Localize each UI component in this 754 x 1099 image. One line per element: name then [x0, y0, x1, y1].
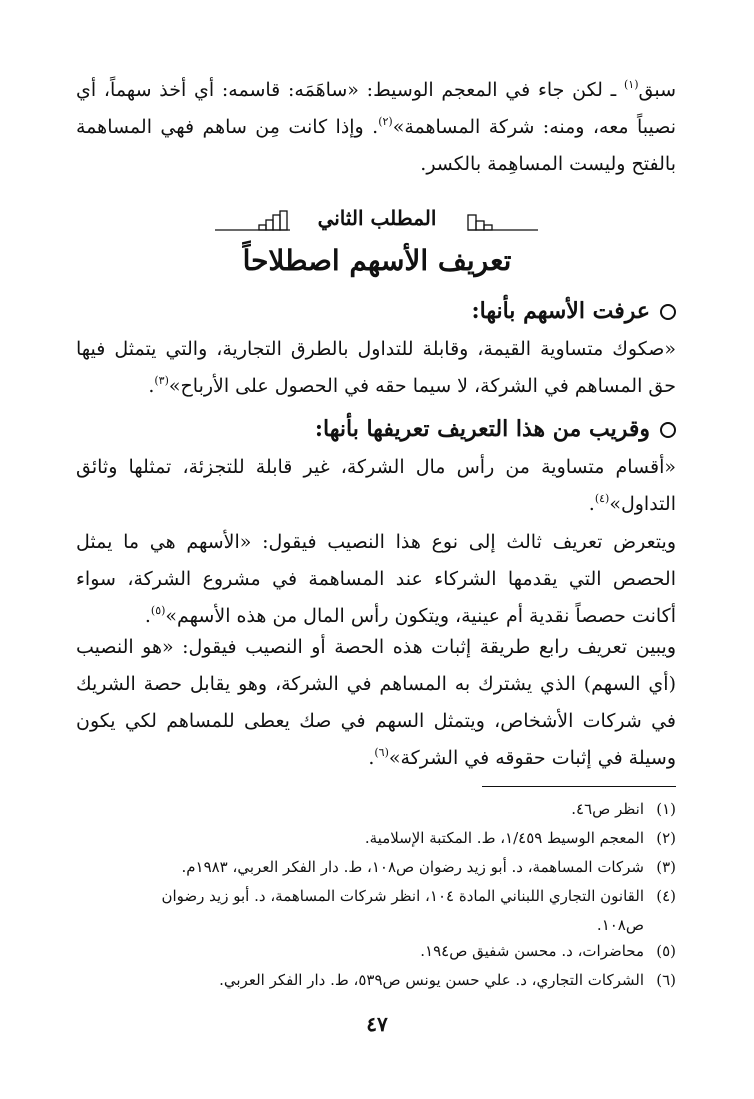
intro-text: نصيباً معه، ومنه: شركة المساهمة» [392, 116, 676, 138]
footnote-text: شركات المساهمة، د. أبو زيد رضوان ص١٠٨، ط. دار الفكر العربي، ١٩٨٣م. [181, 858, 644, 876]
footnote-ref: (٢) [378, 115, 393, 128]
definition-paragraph [76, 449, 676, 523]
definition-heading [76, 412, 676, 446]
footnote-number: (٤) [656, 887, 676, 905]
intro-text: سبق [638, 79, 676, 101]
footnote-item [76, 937, 676, 966]
footnote-ref: (٣) [154, 374, 169, 387]
intro-text: بالفتح وليست المساهِمة بالكسر. [420, 153, 676, 175]
footnote-item [76, 824, 676, 853]
definition-paragraph [76, 524, 676, 635]
section-subtitle: المطلب الثاني [317, 206, 437, 230]
footnote-ref: (٥) [150, 604, 166, 617]
footnote-item [76, 853, 676, 882]
definition-text: . [148, 375, 155, 397]
footnote-number: (٥) [656, 942, 676, 960]
footnote-text: ص١٠٨. [596, 916, 644, 934]
footnote-text: المعجم الوسيط ١/٤٥٩، ط. المكتبة الإسلامية. [364, 829, 644, 847]
footnote-number: (٣) [656, 858, 676, 876]
circle-bullet-icon [660, 304, 676, 320]
circle-bullet-icon [660, 422, 676, 438]
definition-text: ويبين تعريف رابع طريقة إثبات هذه الحصة أو النصيب فيقول: «هو النصيب (أي السهم) الذي يشترك به المساهم في الشركة، وهو يقابل حصة الشريك في شركات الأشخاص، ويتمثل السهم في صك يعطى للمساهم لكي يكون وسيلة في إثبات حقوقه في الشركة» [76, 636, 676, 769]
intro-paragraph [76, 72, 676, 183]
heading-text: عرفت الأسهم بأنها: [471, 298, 650, 324]
footnote-text: انظر ص٤٦. [571, 800, 644, 818]
definition-heading [76, 294, 676, 328]
footnote-text: القانون التجاري اللبناني المادة ١٠٤، انظر شركات المساهمة، د. أبو زيد رضوان [161, 887, 644, 905]
footnote-number: (٦) [656, 971, 676, 989]
footnote-text: محاضرات، د. محسن شفيق ص١٩٤. [420, 942, 644, 960]
heading-text: وقريب من هذا التعريف تعريفها بأنها: [314, 416, 650, 442]
footnote-number: (٢) [656, 829, 676, 847]
intro-text: ـ لكن جاء في المعجم الوسيط: «ساهَمَه: قاسمه: أي أخذ سهماً، أي [76, 79, 624, 101]
definition-paragraph [76, 331, 676, 405]
definition-text: «أقسام متساوية من رأس مال الشركة، غير قابلة للتجزئة، تمثلها وثائق التداول» [76, 456, 676, 515]
footnote-text: الشركات التجاري، د. علي حسن يونس ص٥٣٩، ط. دار الفكر العربي. [219, 971, 644, 989]
footnote-separator [482, 786, 676, 787]
section-title: تعريف الأسهم اصطلاحاً [242, 244, 512, 277]
footnote-ref: (١) [623, 78, 639, 91]
definition-text: . [368, 747, 375, 769]
definition-text: . [144, 605, 151, 627]
definition-text: . [588, 493, 595, 515]
definition-paragraph [76, 629, 676, 777]
footnote-item [76, 795, 676, 824]
definition-text: «صكوك متساوية القيمة، وقابلة للتداول بالطرق التجارية، والتي يتمثل فيها حق المساهم في الشركة، لا سيما حقه في الحصول على الأرباح» [76, 338, 676, 397]
page-number: ٤٧ [366, 1012, 388, 1036]
definition-text: ويتعرض تعريف ثالث إلى نوع هذا النصيب فيقول: «الأسهم هي ما يمثل الحصص التي يقدمها الشركاء عند المساهمة في مشروع الشركة، سواء أكانت حصصاً نقدية أم عينية، ويتكون رأس المال من هذه الأسهم» [76, 531, 676, 627]
footnote-number: (١) [656, 800, 676, 818]
footnote-item [76, 882, 676, 940]
footnote-item [76, 966, 676, 995]
footnote-ref: (٦) [374, 746, 389, 759]
intro-text: . وإذا كانت مِن ساهم فهي المساهمة [76, 116, 379, 138]
footnote-ref: (٤) [594, 492, 610, 505]
